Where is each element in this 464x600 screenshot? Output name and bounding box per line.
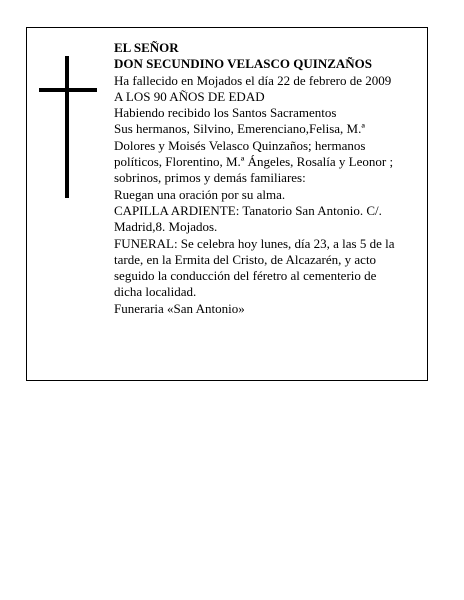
family-line-1: Sus hermanos, Silvino, Emerenciano,Felisa, M.ª: [114, 121, 365, 137]
age-line: A LOS 90 AÑOS DE EDAD: [114, 88, 265, 104]
cross-icon: [39, 56, 97, 198]
funeral-home-line: Funeraria «San Antonio»: [114, 300, 245, 316]
chapel-line-2: Madrid,8. Mojados.: [114, 219, 218, 235]
notice-text: [114, 40, 418, 317]
family-line-3: políticos, Florentino, M.ª Ángeles, Rosalía y Leonor ;: [114, 154, 394, 170]
death-announcement: Ha fallecido en Mojados el día 22 de febrero de 2009: [114, 72, 392, 88]
family-line-4: sobrinos, primos y demás familiares:: [114, 170, 306, 186]
cross-horizontal-bar: [39, 88, 97, 92]
funeral-line-2: tarde, en la Ermita del Cristo, de Alcazarén, y acto: [114, 251, 377, 267]
family-line-2: Dolores y Moisés Velasco Quinzaños; hermanos: [114, 137, 366, 153]
prayer-line: Ruegan una oración por su alma.: [114, 186, 286, 202]
funeral-line-1: FUNERAL: Se celebra hoy lunes, día 23, a las 5 de la: [114, 235, 395, 251]
notice-title-line2: DON SECUNDINO VELASCO QUINZAÑOS: [114, 56, 373, 72]
funeral-line-4: dicha localidad.: [114, 284, 197, 300]
obituary-notice: [26, 27, 428, 381]
chapel-line-1: CAPILLA ARDIENTE: Tanatorio San Antonio. C/.: [114, 202, 382, 218]
notice-title-line1: EL SEÑOR: [114, 40, 179, 55]
funeral-line-3: seguido la conducción del féretro al cementerio de: [114, 268, 377, 284]
cross-vertical-bar: [65, 56, 69, 198]
sacraments-line: Habiendo recibido los Santos Sacramentos: [114, 105, 337, 121]
